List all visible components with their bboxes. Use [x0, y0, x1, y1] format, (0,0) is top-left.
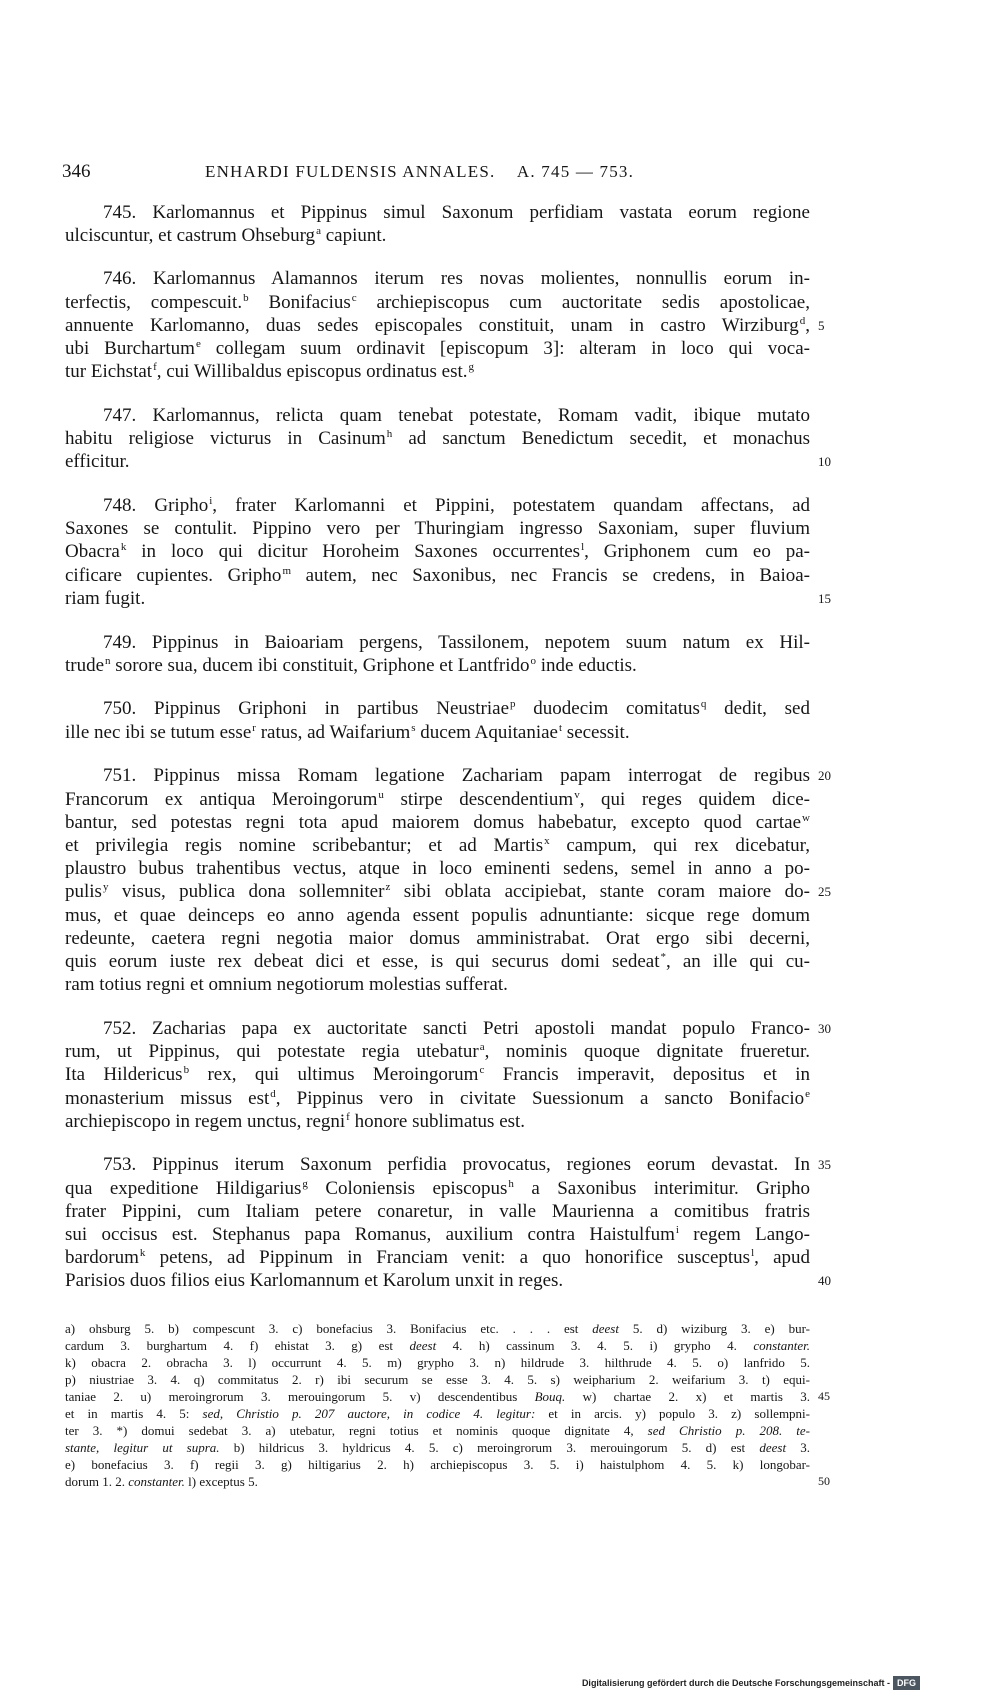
text-run: Francis imperavit, depositus et in — [484, 1064, 811, 1086]
text-line — [65, 904, 810, 927]
text-run: honore sublimatus est. — [349, 1110, 526, 1132]
annal-entry — [65, 267, 825, 383]
text-run: bardorum — [65, 1247, 139, 1269]
footnote-marker: k — [139, 1247, 146, 1260]
text-line — [65, 654, 810, 677]
text-run: mus, et quae deinceps eo anno agenda essent populis adnuntiante: sicque rege domum — [65, 904, 810, 926]
text-run: Obacra — [65, 541, 120, 563]
text-run: ratus, ad Waifarium — [255, 721, 411, 743]
text-line — [65, 587, 831, 610]
text-run: annuente Karlomanno, duas sedes episcopales constituit, unam in castro Wirziburg — [65, 314, 799, 336]
text-line — [65, 1456, 810, 1473]
text-line — [65, 291, 810, 314]
text-line — [65, 857, 810, 880]
text-run: frater Pippini, cum Italiam petere conaretur, in valle Maurienna a comitibus fratris — [65, 1200, 810, 1222]
text-line — [65, 1405, 810, 1422]
line-number: 35 — [818, 1157, 831, 1173]
text-line — [65, 360, 810, 383]
annal-entries — [65, 201, 831, 1314]
text-run: Francorum ex antiqua Meroingorum — [65, 788, 378, 810]
text-run: 747. Karlomannus, relicta quam tenebat potestate, Romam vadit, ibique mutato — [103, 404, 810, 426]
text-run: 5. d) wiziburg 3. e) bur- — [618, 1320, 810, 1336]
text-line — [65, 427, 810, 450]
annal-entry — [65, 404, 831, 474]
footnote-marker: c — [351, 291, 357, 304]
text-run: terfectis, compescuit. — [65, 291, 243, 313]
text-run: 753. Pippinus iterum Saxonum perfidia provocatus, regiones eorum devastat. In — [103, 1154, 810, 1176]
footnote-marker: y — [102, 881, 109, 894]
text-run: 4. h) cassinum 3. 4. 5. i) grypho 4. — [436, 1337, 754, 1353]
annal-entry — [65, 494, 831, 610]
text-line — [65, 721, 810, 744]
text-line — [65, 631, 810, 654]
footnote-marker: d — [270, 1087, 276, 1100]
text-run: trude — [65, 654, 105, 676]
text-run: archiepiscopo in regem unctus, regni — [65, 1110, 346, 1132]
text-run: 748. Gripho — [103, 495, 209, 517]
text-run: sibi oblata accipiebat, stante coram maiore do- — [390, 881, 811, 903]
footnote-marker: q — [700, 698, 707, 711]
text-line — [65, 927, 810, 950]
text-run: p) niustriae 3. 4. q) commitatus 2. r) ibi securum se esse 3. 4. 5. s) weipharium 2. weifarium 3. t) equi- — [65, 1371, 810, 1387]
text-run: Parisios duos filios eius Karlomannum et Karolum unxit in reges. — [65, 1270, 564, 1292]
footnote-marker: t — [558, 721, 563, 734]
footnote-marker: g — [302, 1177, 308, 1190]
text-run: Saxones se contulit. Pippino vero per Thuringiam ingresso Saxoniam, super fluvium — [65, 518, 810, 540]
text-line — [65, 1371, 810, 1388]
text-run: rex, qui ultimus Meroingorum — [189, 1064, 479, 1086]
italic-run: stante, legitur ut supra. — [65, 1439, 220, 1455]
footnote-marker: w — [802, 811, 810, 824]
text-run: 3. — [786, 1439, 811, 1455]
text-run: habitu religiose victurus in Casinum — [65, 428, 386, 450]
text-run: a) ohsburg 5. b) compescunt 3. c) bonefacius 3. Bonifacius etc. . . . est — [65, 1320, 593, 1336]
text-run: 746. Karlomannus Alamannos iterum res novas molientes, nonnullis eorum in- — [103, 268, 810, 290]
footnote-marker: b — [183, 1064, 190, 1077]
text-run: , Pippinus vero in civitate Suessionum a sancto Bonifacio — [275, 1087, 805, 1109]
footnote-marker: n — [105, 654, 111, 667]
text-run: , an ille qui cu- — [666, 950, 810, 972]
line-number: 15 — [818, 590, 831, 606]
running-head — [205, 160, 634, 184]
text-run: ulciscuntur, et castrum Ohseburg — [65, 224, 316, 246]
footnote-marker: e — [195, 338, 201, 351]
page-number: 346 — [62, 161, 91, 182]
text-line — [65, 314, 825, 337]
footnote-marker: l — [751, 1247, 755, 1260]
text-run: plaustro bubus trahentibus vectus, atque in loco eminenti sedens, semel in anno a po- — [65, 858, 810, 880]
italic-run: Bouq. — [534, 1388, 566, 1404]
text-line — [65, 950, 810, 973]
text-run: l) exceptus 5. — [184, 1473, 258, 1489]
text-run: ram totius regni et omnium negotiorum molestias sufferat. — [65, 974, 508, 996]
text-run: campum, qui rex dicebatur, — [549, 834, 810, 856]
text-run: Ita Hildericus — [65, 1064, 183, 1086]
text-line — [65, 1422, 810, 1439]
running-title: ENHARDI FULDENSIS ANNALES. — [205, 162, 496, 181]
annal-entry — [65, 697, 810, 743]
footnote-marker: a — [479, 1041, 485, 1054]
text-line — [65, 834, 810, 857]
line-number: 50 — [818, 1473, 830, 1488]
text-run: 750. Pippinus Griphoni in partibus Neustriae — [103, 698, 510, 720]
text-line — [65, 880, 831, 903]
text-line — [65, 517, 810, 540]
text-line — [65, 1337, 810, 1354]
text-run: Bonifacius — [248, 291, 351, 313]
line-number: 30 — [818, 1020, 831, 1036]
text-run: Coloniensis episcopus — [307, 1177, 508, 1199]
text-run: e) bonefacius 3. f) regii 3. g) hiltigarius 2. h) archiepiscopus 3. 5. i) haistulphom 4. 5. k) longobar- — [65, 1456, 810, 1472]
footnote-marker: s — [411, 721, 416, 734]
text-run: bantur, sed potestas regni tota apud maiorem domus habebatur, excepto quod cartae — [65, 811, 802, 833]
footnote-marker: p — [510, 698, 516, 711]
text-line — [65, 1246, 810, 1269]
footnote-marker: k — [120, 541, 127, 554]
line-number: 40 — [818, 1273, 831, 1289]
text-line — [65, 267, 810, 290]
footnote-marker: e — [805, 1087, 810, 1100]
text-line — [65, 764, 831, 787]
text-run: ducem Aquitaniae — [415, 721, 558, 743]
text-run: , qui reges quidem dice- — [579, 788, 810, 810]
text-line — [65, 540, 810, 563]
text-line — [65, 1177, 810, 1200]
italic-run: deest — [592, 1320, 619, 1336]
text-run: archiepiscopus cum auctoritate sedis apostolicae, — [356, 291, 810, 313]
footnote-marker: h — [508, 1177, 514, 1190]
text-run: , apud — [754, 1247, 810, 1269]
italic-run: constanter. — [753, 1337, 811, 1353]
text-line — [65, 1110, 810, 1133]
text-line — [65, 973, 810, 996]
footnote-marker: d — [799, 314, 806, 327]
footnote-marker: f — [346, 1110, 350, 1123]
text-run: duodecim comitatus — [515, 698, 700, 720]
text-line — [65, 1017, 831, 1040]
running-years: A. 745 — 753. — [516, 162, 635, 181]
text-run: et privilegia regis nomine scribebantur; et ad Martis — [65, 834, 544, 856]
text-run: qua expeditione Hildigarius — [65, 1177, 302, 1199]
text-run: ter 3. *) domui sedebat 3. a) utebatur, regni totius et nominis quoque dignitate 4, — [65, 1422, 648, 1438]
text-line — [65, 337, 810, 360]
italic-run: deest — [759, 1439, 787, 1455]
footnote-marker: u — [378, 788, 384, 801]
text-run: , frater Karlomanni et Pippini, potestatem quandam affectans, ad — [212, 495, 811, 517]
text-run: autem, nec Saxonibus, nec Francis se credens, in Baioa- — [291, 564, 810, 586]
text-line — [65, 404, 810, 427]
text-run: rum, ut Pippinus, qui potestate regia utebatur — [65, 1041, 479, 1063]
text-line — [65, 201, 810, 224]
text-run: a Saxonibus interimitur. Gripho — [513, 1177, 810, 1199]
footnotes — [65, 1320, 830, 1490]
text-run: et in arcis. y) populo 3. z) sollempni- — [535, 1405, 811, 1421]
text-run: dedit, sed — [706, 698, 810, 720]
footnote-marker: m — [282, 564, 291, 577]
line-number: 25 — [818, 884, 831, 900]
text-line — [65, 788, 810, 811]
dfg-logo: DFG — [893, 1676, 920, 1690]
footnote-marker: g — [468, 361, 474, 374]
text-run: redeunte, caetera regni negotia maior domus amministrabat. Orat ergo sibi decerni, — [65, 927, 810, 949]
footnote-marker: r — [252, 721, 256, 734]
text-line — [65, 1269, 831, 1292]
italic-run: sed Christio p. 208. te- — [647, 1422, 810, 1438]
annal-entry — [65, 1153, 831, 1292]
footnote-marker: i — [209, 495, 213, 508]
text-run: pulis — [65, 881, 102, 903]
footnote-marker: i — [675, 1224, 679, 1237]
text-line — [65, 1200, 810, 1223]
text-run: ubi Burchartum — [65, 338, 195, 360]
text-run: petens, ad Pippinum in Franciam venit: a quo honorifice susceptus — [145, 1247, 751, 1269]
footnote-marker: x — [544, 834, 550, 847]
text-run: riam fugit. — [65, 587, 146, 609]
text-run: taniae 2. u) meroingrorum 3. merouingorum 5. v) descendentibus — [65, 1388, 535, 1404]
line-number: 5 — [818, 317, 825, 333]
text-line — [65, 811, 810, 834]
text-line — [65, 1320, 810, 1337]
footnote-marker: l — [581, 541, 585, 554]
text-run: , Griphonem cum eo pa- — [584, 541, 810, 563]
italic-run: sed, Christio p. 207 auctore, in codice 4. legitur: — [202, 1405, 536, 1421]
annal-entry — [65, 201, 810, 247]
text-run: 751. Pippinus missa Romam legatione Zachariam papam interrogat de regibus — [103, 765, 810, 787]
italic-run: constanter. — [128, 1473, 185, 1489]
text-run: , cui Willibaldus episcopus ordinatus est. — [156, 361, 468, 383]
footnote-marker: f — [153, 361, 157, 374]
text-line — [65, 450, 831, 473]
text-line — [65, 1388, 830, 1405]
annal-entry — [65, 764, 831, 996]
line-number: 45 — [818, 1388, 830, 1403]
footnote-marker: b — [243, 291, 249, 304]
line-number: 20 — [818, 768, 831, 784]
text-run: 745. Karlomannus et Pippinus simul Saxonum perfidiam vastata eorum regione — [103, 201, 810, 223]
line-number: 10 — [818, 454, 831, 470]
text-line — [65, 1439, 810, 1456]
text-run: monasterium missus est — [65, 1087, 270, 1109]
text-line — [65, 494, 810, 517]
annal-entry — [65, 1017, 831, 1133]
text-run: visus, publica dona sollemniter — [108, 881, 385, 903]
text-run: 749. Pippinus in Baioariam pergens, Tassilonem, nepotem suum natum ex Hil- — [103, 631, 810, 653]
text-run: secessit. — [562, 721, 630, 743]
footnote-marker: z — [385, 881, 391, 894]
text-line — [65, 564, 810, 587]
text-run: ad sanctum Benedictum secedit, et monachus — [392, 428, 811, 450]
text-run: quis eorum iuste rex debeat dici et esse, is qui securus domi sedeat — [65, 950, 660, 972]
text-run: dorum 1. 2. — [65, 1473, 129, 1489]
text-run: sorore sua, ducem ibi constituit, Griphone et Lantfrido — [110, 654, 530, 676]
text-run: stirpe descendentium — [383, 788, 574, 810]
footnote-marker: c — [479, 1064, 485, 1077]
text-run: w) chartae 2. x) et martis 3. — [565, 1388, 810, 1404]
footnote-marker: v — [574, 788, 580, 801]
text-line — [65, 697, 810, 720]
text-line — [65, 1473, 830, 1490]
text-line — [65, 1087, 810, 1110]
text-line — [65, 1354, 810, 1371]
text-line — [65, 224, 810, 247]
text-run: sui occisus est. Stephanus papa Romanus, auxilium contra Haistulfum — [65, 1224, 675, 1246]
footnote-marker: * — [660, 950, 666, 963]
text-line — [65, 1063, 810, 1086]
annal-entry — [65, 631, 810, 677]
funding-credit: Digitalisierung gefördert durch die Deutsche Forschungsgemeinschaft - — [581, 1678, 890, 1688]
text-run: , — [805, 314, 810, 336]
footnote-marker: o — [530, 654, 537, 667]
italic-run: deest — [409, 1337, 437, 1353]
text-run: efficitur. — [65, 451, 130, 473]
text-line — [65, 1040, 810, 1063]
text-run: regem Lango- — [678, 1224, 810, 1246]
footnote-marker: a — [316, 224, 321, 237]
text-run: et in martis 4. 5: — [65, 1405, 203, 1421]
text-run: tur Eichstat — [65, 361, 153, 383]
text-run: , nominis quoque dignitate frueretur. — [484, 1041, 810, 1063]
text-line — [65, 1153, 831, 1176]
text-run: cardum 3. burghartum 4. f) ehistat 3. g) est — [65, 1337, 410, 1353]
text-run: k) obacra 2. obracha 3. l) occurrunt 4. 5. m) grypho 3. n) hildrude 3. hilthrude 4. 5. o) lanfrido 5. — [65, 1354, 810, 1370]
text-run: in loco qui dicitur Horoheim Saxones occurrentes — [126, 541, 581, 563]
text-run: cificare cupientes. Gripho — [65, 564, 282, 586]
footnote-marker: h — [386, 428, 393, 441]
text-run: 752. Zacharias papa ex auctoritate sancti Petri apostoli mandat populo Franco- — [103, 1017, 810, 1039]
text-run: capiunt. — [320, 224, 387, 246]
text-run: inde eductis. — [536, 654, 637, 676]
text-run: collegam suum ordinavit [episcopum 3]: alteram in loco qui voca- — [200, 338, 810, 360]
text-line — [65, 1223, 810, 1246]
text-run: b) hildricus 3. hyldricus 4. 5. c) meroingrorum 3. merouingorum 5. d) est — [219, 1439, 760, 1455]
text-run: ille nec ibi se tutum esse — [65, 721, 252, 743]
